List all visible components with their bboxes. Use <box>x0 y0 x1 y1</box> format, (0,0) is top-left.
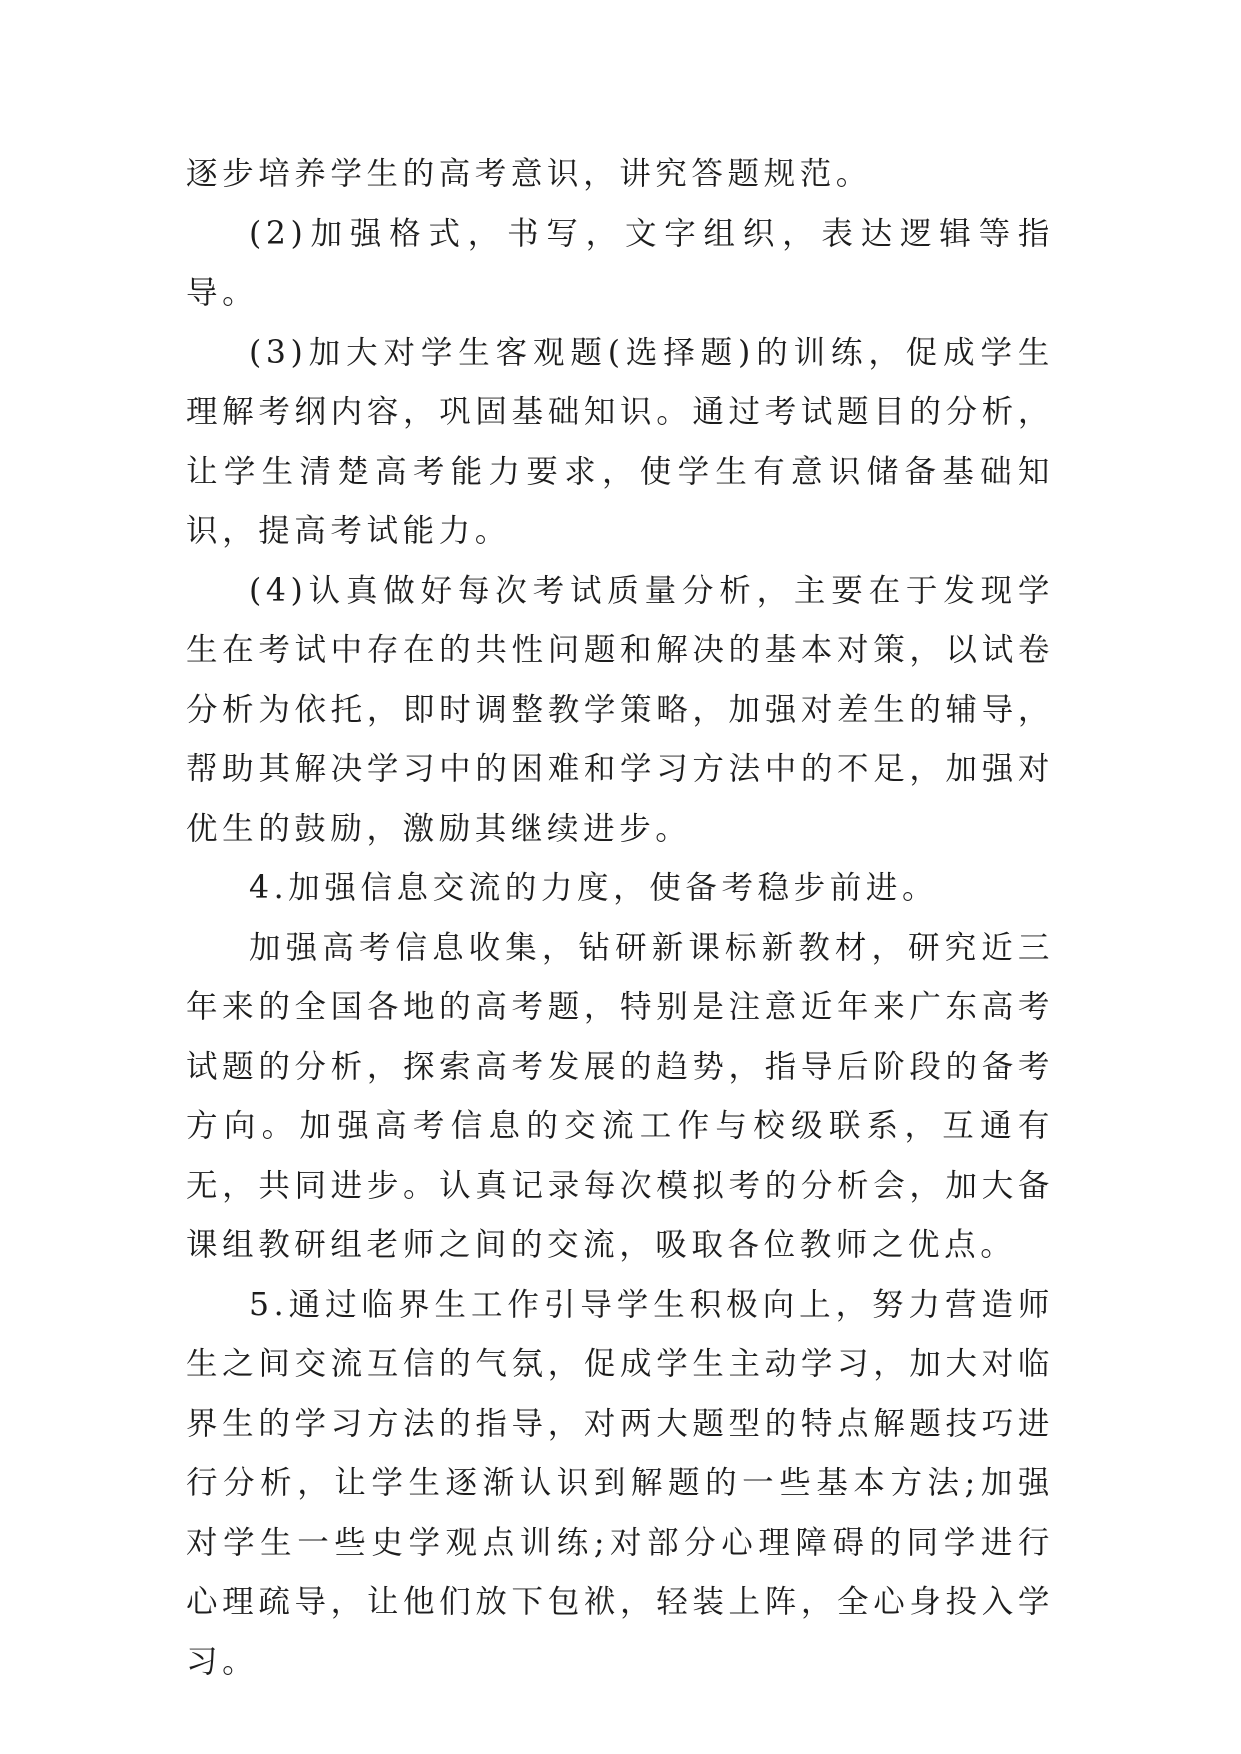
paragraph-5: 4.加强信息交流的力度，使备考稳步前进。 <box>249 870 939 906</box>
paragraph-2: (2)加强格式，书写，文字组织，表达逻辑等指导。 <box>186 215 1054 311</box>
body-text <box>186 145 1054 1692</box>
paragraph-7: 5.通过临界生工作引导学生积极向上，努力营造师生之间交流互信的气氛，促成学生主动学习，加大对临界生的学习方法的指导，对两大题型的特点解题技巧进行分析，让学生逐渐认识到解题的一些基本方法;加强对学生一些史学观点训练;对部分心理障碍的同学进行心理疏导，让他们放下包袱，轻装上阵，全心身投入学习。 <box>186 1286 1054 1680</box>
paragraph-4: (4)认真做好每次考试质量分析，主要在于发现学生在考试中存在的共性问题和解决的基本对策，以试卷分析为依托，即时调整教学策略，加强对差生的辅导，帮助其解决学习中的困难和学习方法中的不足，加强对优生的鼓励，激励其继续进步。 <box>186 572 1054 847</box>
paragraph-6: 加强高考信息收集，钻研新课标新教材，研究近三年来的全国各地的高考题，特别是注意近年来广东高考试题的分析，探索高考发展的趋势，指导后阶段的备考方向。加强高考信息的交流工作与校级联系，互通有无，共同进步。认真记录每次模拟考的分析会，加大备课组教研组老师之间的交流，吸取各位教师之优点。 <box>186 929 1054 1263</box>
paragraph-3: (3)加大对学生客观题(选择题)的训练，促成学生理解考纲内容，巩固基础知识。通过考试题目的分析，让学生清楚高考能力要求，使学生有意识储备基础知识，提高考试能力。 <box>186 334 1054 549</box>
paragraph-1: 逐步培养学生的高考意识，讲究答题规范。 <box>186 156 872 192</box>
